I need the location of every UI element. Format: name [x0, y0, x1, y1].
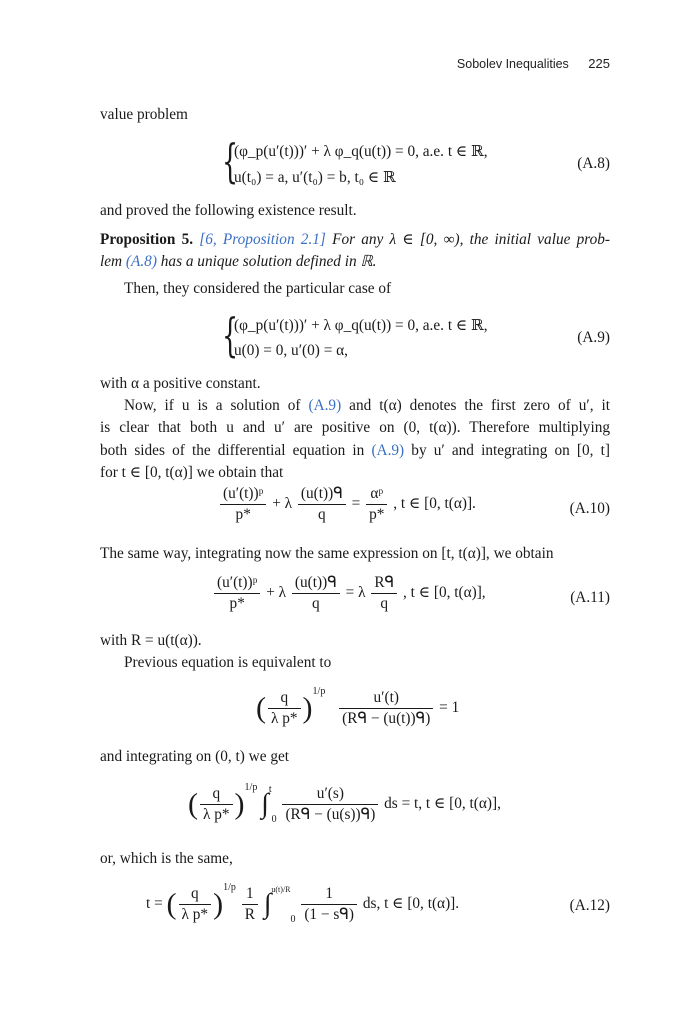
int-upper: t [268, 784, 272, 795]
eq-a9-line2: u(0) = 0, u′(0) = α, [234, 342, 349, 359]
int-num: u′(s) [282, 784, 378, 805]
running-header [457, 56, 610, 71]
paragraph-2 [100, 373, 610, 484]
ref-a9-2[interactable]: (A.9) [371, 441, 405, 459]
a11-den1: p* [229, 595, 245, 612]
same-way-text: The same way, integrating now the same expression on [t, t(α)], we obtain [100, 545, 554, 562]
eq-number-a12: (A.12) [569, 897, 610, 914]
eq-equivalent: ( $\frac{q}{\text{λ p*}}$ )$^{1/p}$ $\frac{u'(t)}{\text{(Rᑫ − (u(t))ᑫ)}}$ = 1 [256, 686, 460, 727]
a12-num: 1 [301, 884, 357, 905]
para2-line5: for t ∈ [0, t(α)] we obtain that [100, 463, 284, 481]
page-number: 225 [588, 56, 610, 71]
a10-num3: αᵖ [366, 484, 387, 505]
int-den: (Rᑫ − (u(s))ᑫ) [285, 805, 376, 823]
eq-number-a9: (A.9) [577, 329, 610, 346]
ref-a8[interactable]: (A.8) [125, 253, 157, 271]
then-text: Then, they considered the particular case of [124, 280, 392, 297]
a11-eq: = λ [345, 584, 366, 602]
a11-num3: Rᑫ [371, 573, 397, 594]
brace-a8: { [222, 134, 239, 188]
a10-den1: p* [235, 506, 251, 523]
eq-a12: t = ( $\frac{q}{\text{λ p*}}$ )$^{1/p}$ $\frac{1}{R}$ ∫$^{u(t)/R}_0$ $\frac{1}{\text{(1 − sᑫ)}}$ ds, t ∈ [0, t(α)]. [146, 882, 460, 925]
para2-line4a: both sides of the differential equation in [100, 441, 365, 459]
proposition-line1: For any λ ∈ [0, ∞), the initial value prob- [332, 231, 611, 248]
eq-a8-line1: (φ_p(u′(t)))′ + λ φ_q(u(t)) = 0, a.e. t ∈ ℝ, [234, 143, 488, 160]
eq-a10 [218, 484, 476, 525]
proposition-line2-pre: lem [100, 253, 123, 271]
integrating-text: and integrating on (0, t) we get [100, 748, 290, 765]
a10-range: , t ∈ [0, t(α)]. [393, 495, 476, 513]
eq-a11 [212, 573, 486, 614]
a10-den3: p* [369, 506, 385, 523]
a11-den3: q [380, 595, 389, 612]
a12-rhs: ds, t ∈ [0, t(α)]. [362, 895, 460, 912]
a12-one: 1 [242, 884, 258, 905]
int-exp: 1/p [244, 782, 258, 793]
a11-num1: (u′(t))ᵖ [214, 573, 260, 594]
equiv-q: q [268, 688, 301, 709]
para2-line2b: and t(α) denotes the first zero of u′, it [349, 397, 610, 415]
or-same-text: or, which is the same, [100, 850, 233, 867]
a12-lower: 0 [290, 914, 296, 925]
eq-number-a11: (A.11) [570, 589, 610, 606]
equiv-den: (Rᑫ − (u(t))ᑫ) [342, 709, 431, 727]
a10-num2: (u(t))ᑫ [298, 484, 346, 505]
a12-lhs: t = [146, 895, 163, 912]
int-q: q [200, 784, 233, 805]
ref-a9-1[interactable]: (A.9) [308, 397, 342, 415]
a12-den: (1 − sᑫ) [304, 905, 355, 923]
eq-number-a8: (A.8) [577, 155, 610, 172]
equiv-lp: λ p* [271, 709, 298, 727]
a11-range: , t ∈ [0, t(α)], [403, 584, 486, 602]
after-a8-text: and proved the following existence result. [100, 202, 357, 219]
a10-plus: + λ [272, 495, 293, 513]
a11-den2: q [312, 595, 320, 612]
eq-integral: ( $\frac{q}{\text{λ p*}}$ )$^{1/p}$ ∫$^t_0$ $\frac{u'(s)}{\text{(Rᑫ − (u(s))ᑫ)}}$ ds = t, t ∈ [0, t(α)], [188, 782, 501, 825]
equiv-exp: 1/p [312, 686, 326, 697]
a10-num1: (u′(t))ᵖ [220, 484, 266, 505]
previous-text: Previous equation is equivalent to [124, 654, 332, 671]
proposition-5 [100, 229, 610, 273]
eq-number-a10: (A.10) [569, 500, 610, 517]
a12-lp: λ p* [181, 905, 209, 923]
proposition-citation[interactable]: [6, Proposition 2.1] [199, 231, 326, 248]
int-lp: λ p* [203, 805, 230, 823]
para2-line1: with α a positive constant. [100, 375, 261, 392]
a12-exp: 1/p [223, 882, 236, 893]
a12-rpow: R [244, 905, 255, 923]
a12-q: q [179, 884, 212, 905]
eq-a8-line2: u(t₀) = a, u′(t₀) = b, t₀ ∈ ℝ [234, 169, 396, 186]
proposition-label: Proposition 5. [100, 231, 194, 248]
running-title: Sobolev Inequalities [456, 57, 569, 71]
brace-a9: { [222, 308, 239, 362]
equiv-rhs: = 1 [439, 699, 460, 716]
intro-text: value problem [100, 106, 188, 123]
a11-num2: (u(t))ᑫ [292, 573, 340, 594]
a12-upper: u(t)/R [271, 885, 291, 894]
int-lower: 0 [271, 814, 277, 825]
para2-line3: is clear that both u and u′ are positive on (0, t(α)). Therefore multiplying [100, 419, 610, 437]
with-r-text: with R = u(t(α)). [100, 632, 202, 649]
para2-line2a: Now, if u is a solution of [124, 397, 301, 415]
proposition-line2-post: has a unique solution defined in ℝ. [160, 253, 377, 271]
equiv-num: u′(t) [339, 688, 433, 709]
para2-line4b: by u′ and integrating on [0, t] [411, 441, 610, 459]
a11-plus: + λ [266, 584, 287, 602]
int-rhs: ds = t, t ∈ [0, t(α)], [384, 795, 501, 812]
a10-den2: q [318, 506, 326, 523]
eq-a9-line1: (φ_p(u′(t)))′ + λ φ_q(u(t)) = 0, a.e. t ∈ ℝ, [234, 317, 488, 334]
a10-eq: = [351, 495, 361, 513]
